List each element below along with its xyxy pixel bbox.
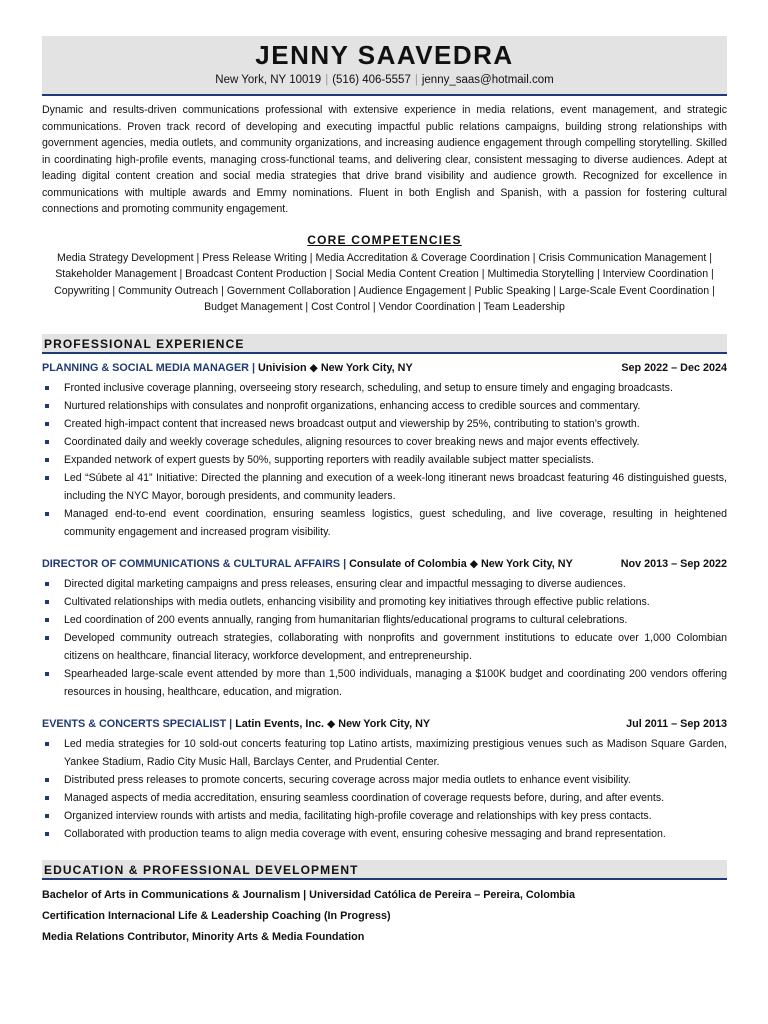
bullet-item: Directed digital marketing campaigns and press releases, ensuring clear and impactful messaging to diverse audiences.	[42, 575, 727, 593]
resume-page	[42, 36, 727, 948]
education-item: Certification Internacional Life & Leadership Coaching (In Progress)	[42, 909, 391, 922]
bullet-item: Developed community outreach strategies, collaborating with nonprofits and government institutions to educate over 1,000 Colombian citizens on healthcare, financial literacy, workforce development, and entrepreneurship.	[42, 629, 727, 665]
professional-summary: Dynamic and results-driven communications professional with extensive experience in media relations, event management, and strategic communications. Proven track record of developing and executing impactful public relations campaigns, building strong relationships with government agencies, media outlets, and community organizations, and increasing audience engagement through compelling storytelling. Skilled in coordinating high-profile events, managing cross-functional teams, and delivering clear, consistent messaging to diverse audiences. Adept at leading digital content creation and social media strategies that drive brand visibility and audience growth. Recognized for excellence in communications with multiple awards and Emmy nominations. Fluent in both English and Spanish, with a passion for fostering cultural connections and promoting community engagement.	[42, 104, 727, 215]
job-title: PLANNING & SOCIAL MEDIA MANAGER |	[42, 361, 255, 374]
bullet-item: Managed end-to-end event coordination, ensuring seamless logistics, guest scheduling, and live coverage, resulting in heightened community engagement and increased program visibility.	[42, 505, 727, 541]
job-title: EVENTS & CONCERTS SPECIALIST |	[42, 717, 233, 730]
contact-line	[42, 72, 727, 88]
job-entry	[42, 716, 727, 843]
competencies-list: Media Strategy Development | Press Release Writing | Media Accreditation & Coverage Coordination | Crisis Communication Management | Stakeholder Management | Broadcast Content Production | Social Media Content Creation | Multimedia Storytelling | Interview Coordination | Copywriting | Community Outreach | Government Collaboration | Audience Engagement | Public Speaking | Large-Scale Event Coordination | Budget Management | Cost Control | Vendor Coordination | Team Leadership	[54, 251, 715, 313]
competencies-heading: CORE COMPETENCIES	[307, 232, 462, 247]
separator: |	[325, 74, 329, 86]
job-organization: Consulate of Colombia ◆ New York City, NY	[349, 557, 573, 570]
candidate-name: JENNY SAAVEDRA	[255, 40, 514, 70]
bullet-item: Organized interview rounds with artists and media, facilitating high-profile coverage and relationships with key press contacts.	[42, 807, 727, 825]
bullet-item: Created high-impact content that increased news broadcast output and viewership by 25%, contributing to station’s growth.	[42, 415, 727, 433]
header-divider	[42, 94, 727, 96]
job-entry	[42, 360, 727, 541]
job-title: DIRECTOR OF COMMUNICATIONS & CULTURAL AFFAIRS |	[42, 557, 347, 570]
bullet-item: Nurtured relationships with consulates and nonprofit organizations, enhancing access to credible sources and commentary.	[42, 397, 727, 415]
phone: (516) 406-5557	[332, 74, 411, 86]
bullet-item: Led coordination of 200 events annually, ranging from humanitarian flights/educational programs to cultural celebrations.	[42, 611, 727, 629]
job-organization: Univision ◆ New York City, NY	[257, 361, 413, 374]
bullet-item: Collaborated with production teams to align media coverage with event, ensuring cohesive messaging and brand representation.	[42, 825, 727, 843]
experience-heading: PROFESSIONAL EXPERIENCE	[42, 334, 727, 354]
job-header	[42, 716, 727, 732]
job-header	[42, 360, 727, 376]
bullet-item: Cultivated relationships with media outlets, enhancing visibility and promoting key initiatives through effective public relations.	[42, 593, 727, 611]
education-item: Media Relations Contributor, Minority Arts & Media Foundation	[42, 930, 365, 943]
job-bullets	[42, 575, 727, 701]
job-bullets	[42, 379, 727, 541]
location: New York, NY 10019	[215, 74, 322, 86]
job-dates: Sep 2022 – Dec 2024	[621, 361, 727, 374]
job-bullets	[42, 735, 727, 843]
education-list	[42, 885, 727, 948]
job-dates: Jul 2011 – Sep 2013	[626, 717, 727, 730]
job-entry	[42, 556, 727, 701]
bullet-item: Spearheaded large-scale event attended by more than 1,500 individuals, managing a $100K budget and coordinating 200 vendors offering resources in housing, healthcare, education, and migration.	[42, 665, 727, 701]
job-organization: Latin Events, Inc. ◆ New York City, NY	[235, 717, 431, 730]
education-heading: EDUCATION & PROFESSIONAL DEVELOPMENT	[42, 860, 727, 880]
bullet-item: Expanded network of expert guests by 50%, supporting reporters with readily available subject matter specialists.	[42, 451, 727, 469]
email: jenny_saas@hotmail.com	[421, 74, 554, 86]
separator: |	[414, 74, 418, 86]
bullet-item: Distributed press releases to promote concerts, securing coverage across major media outlets to enhance event visibility.	[42, 771, 727, 789]
bullet-item: Coordinated daily and weekly coverage schedules, aligning resources to cover breaking news and major events effectively.	[42, 433, 727, 451]
education-item: Bachelor of Arts in Communications & Journalism | Universidad Católica de Pereira – Pereira, Colombia	[42, 888, 576, 901]
resume-header	[42, 36, 727, 94]
job-header	[42, 556, 727, 572]
bullet-item: Fronted inclusive coverage planning, overseeing story research, scheduling, and setup to ensure timely and engaging broadcasts.	[42, 379, 727, 397]
job-dates: Nov 2013 – Sep 2022	[620, 557, 727, 570]
bullet-item: Managed aspects of media accreditation, ensuring seamless coordination of coverage requests before, during, and after events.	[42, 789, 727, 807]
bullet-item: Led media strategies for 10 sold-out concerts featuring top Latino artists, maximizing prestigious venues such as Madison Square Garden, Yankee Stadium, Radio City Music Hall, Barclays Center, and Prudential Center.	[42, 735, 727, 771]
bullet-item: Led “Súbete al 41” Initiative: Directed the planning and execution of a week-long itinerant news broadcast featuring 46 distinguished guests, including the NYC Mayor, borough presidents, and community leaders.	[42, 469, 727, 505]
